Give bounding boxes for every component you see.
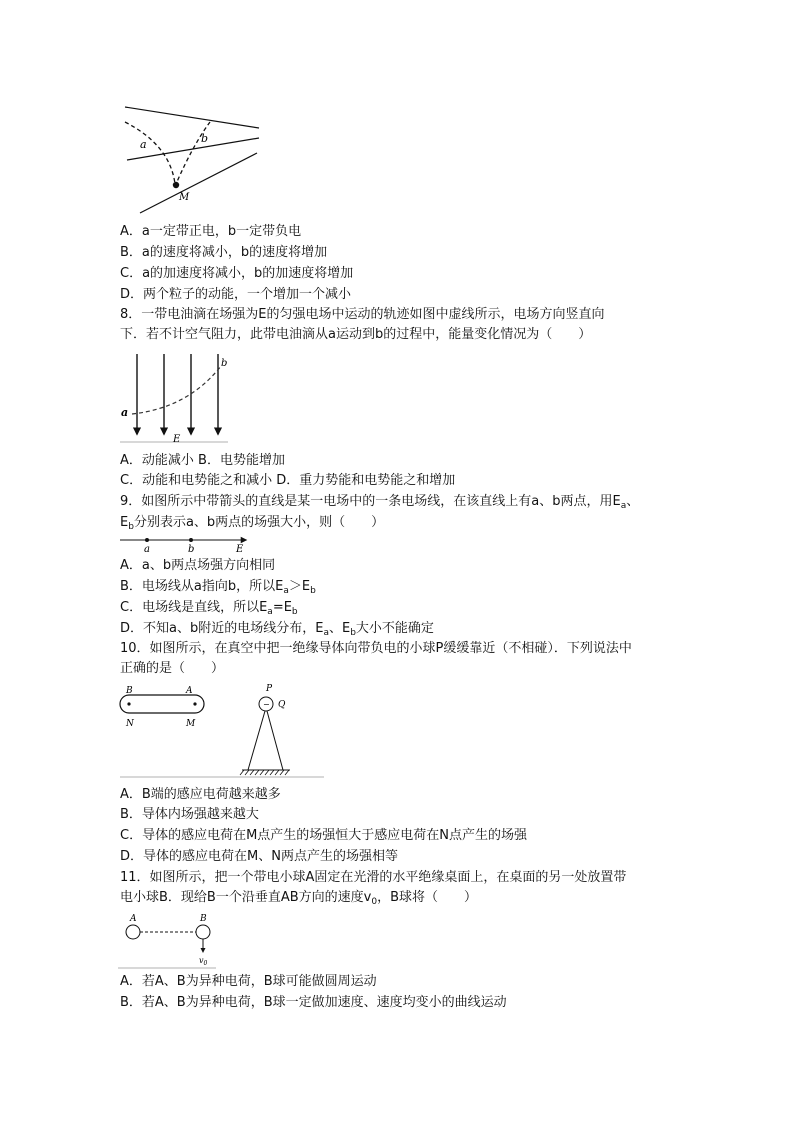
q9-figure	[120, 534, 250, 554]
q9-option-c: C．电场线是直线，所以$E_a=E_b$	[120, 600, 298, 617]
q10-label-q: Q	[278, 700, 286, 710]
q10-option-b: B．导体内场强越来越大	[120, 807, 259, 822]
q7-label-a: a	[140, 138, 147, 151]
q11-label-a: A	[130, 914, 137, 924]
q7-option-a: A．a一定带正电，b一定带负电	[120, 224, 302, 239]
q11-label-b: B	[200, 914, 207, 924]
q10-label-n: N	[126, 719, 134, 729]
q9-stem-line1: 9．如图所示中带箭头的直线是某一电场中的一条电场线，在该直线上有a、b两点，用$E_a$、	[120, 494, 640, 511]
q10-option-c: C．导体的感应电荷在M点产生的场强恒大于感应电荷在N点产生的场强	[120, 828, 528, 843]
q8-label-b: b	[221, 358, 228, 369]
q9-stem-line2: $E_b$分别表示a、b两点的场强大小，则（ ）	[120, 515, 385, 532]
q7-option-d: D．两个粒子的动能，一个增加一个减小	[120, 287, 352, 302]
q10-label-a: A	[186, 686, 193, 696]
q11-option-b: B．若A、B为异种电荷，B球一定做加速度、速度均变小的曲线运动	[120, 995, 507, 1010]
q11-stem-line2: 电小球B．现给B一个沿垂直AB方向的速度$v_0$，B球将（ ）	[120, 890, 477, 907]
q9-label-e: E	[236, 544, 244, 554]
q7-label-b: b	[201, 132, 209, 145]
q10-label-b: B	[126, 686, 133, 696]
q9-label-a: a	[144, 544, 150, 554]
q9-option-d: D．不知a、b附近的电场线分布，$E_a$、$E_b$大小不能确定	[120, 621, 434, 638]
q7-option-b: B．a的速度将减小，b的速度将增加	[120, 245, 328, 260]
q7-label-m: M	[179, 192, 190, 203]
q10-option-d: D．导体的感应电荷在M、N两点产生的场强相等	[120, 849, 398, 864]
q8-figure	[118, 348, 233, 448]
q8-stem-line2: 下．若不计空气阻力，此带电油滴从a运动到b的过程中，能量变化情况为（ ）	[120, 327, 592, 342]
q10-figure	[118, 682, 328, 780]
q9-option-b: B．电场线从a指向b，所以$E_a>E_b$	[120, 579, 316, 596]
q10-stem-line1: 10．如图所示，在真空中把一绝缘导体向带负电的小球P缓缓靠近（不相碰）．下列说法中	[120, 641, 632, 656]
q11-option-a: A．若A、B为异种电荷，B球可能做圆周运动	[120, 974, 377, 989]
q8-stem-line1: 8．一带电油滴在场强为E的匀强电场中运动的轨迹如图中虚线所示，电场方向竖直向	[120, 307, 605, 322]
q8-option-ab: A．动能减小 B．电势能增加	[120, 453, 285, 468]
q8-label-a: a	[121, 406, 129, 419]
q8-option-cd: C．动能和电势能之和减小 D．重力势能和电势能之和增加	[120, 473, 456, 488]
q10-label-m: M	[186, 719, 196, 729]
q8-label-e: E	[173, 434, 181, 445]
q10-label-p: P	[266, 684, 273, 694]
q11-stem-line1: 11．如图所示，把一个带电小球A固定在光滑的水平绝缘桌面上，在桌面的另一处放置带	[120, 870, 627, 885]
q9-option-a: A．a、b两点场强方向相同	[120, 558, 276, 573]
q7-option-c: C．a的加速度将减小，b的加速度将增加	[120, 266, 354, 281]
q9-label-b: b	[188, 544, 195, 554]
q10-stem-line2: 正确的是（ ）	[120, 661, 225, 676]
q11-figure	[118, 910, 218, 970]
q11-label-v0: $v_0$	[199, 956, 208, 967]
q10-option-a: A．B端的感应电荷越来越多	[120, 787, 281, 802]
q10-minus-sign: −	[263, 700, 270, 709]
q7-figure	[115, 100, 265, 215]
